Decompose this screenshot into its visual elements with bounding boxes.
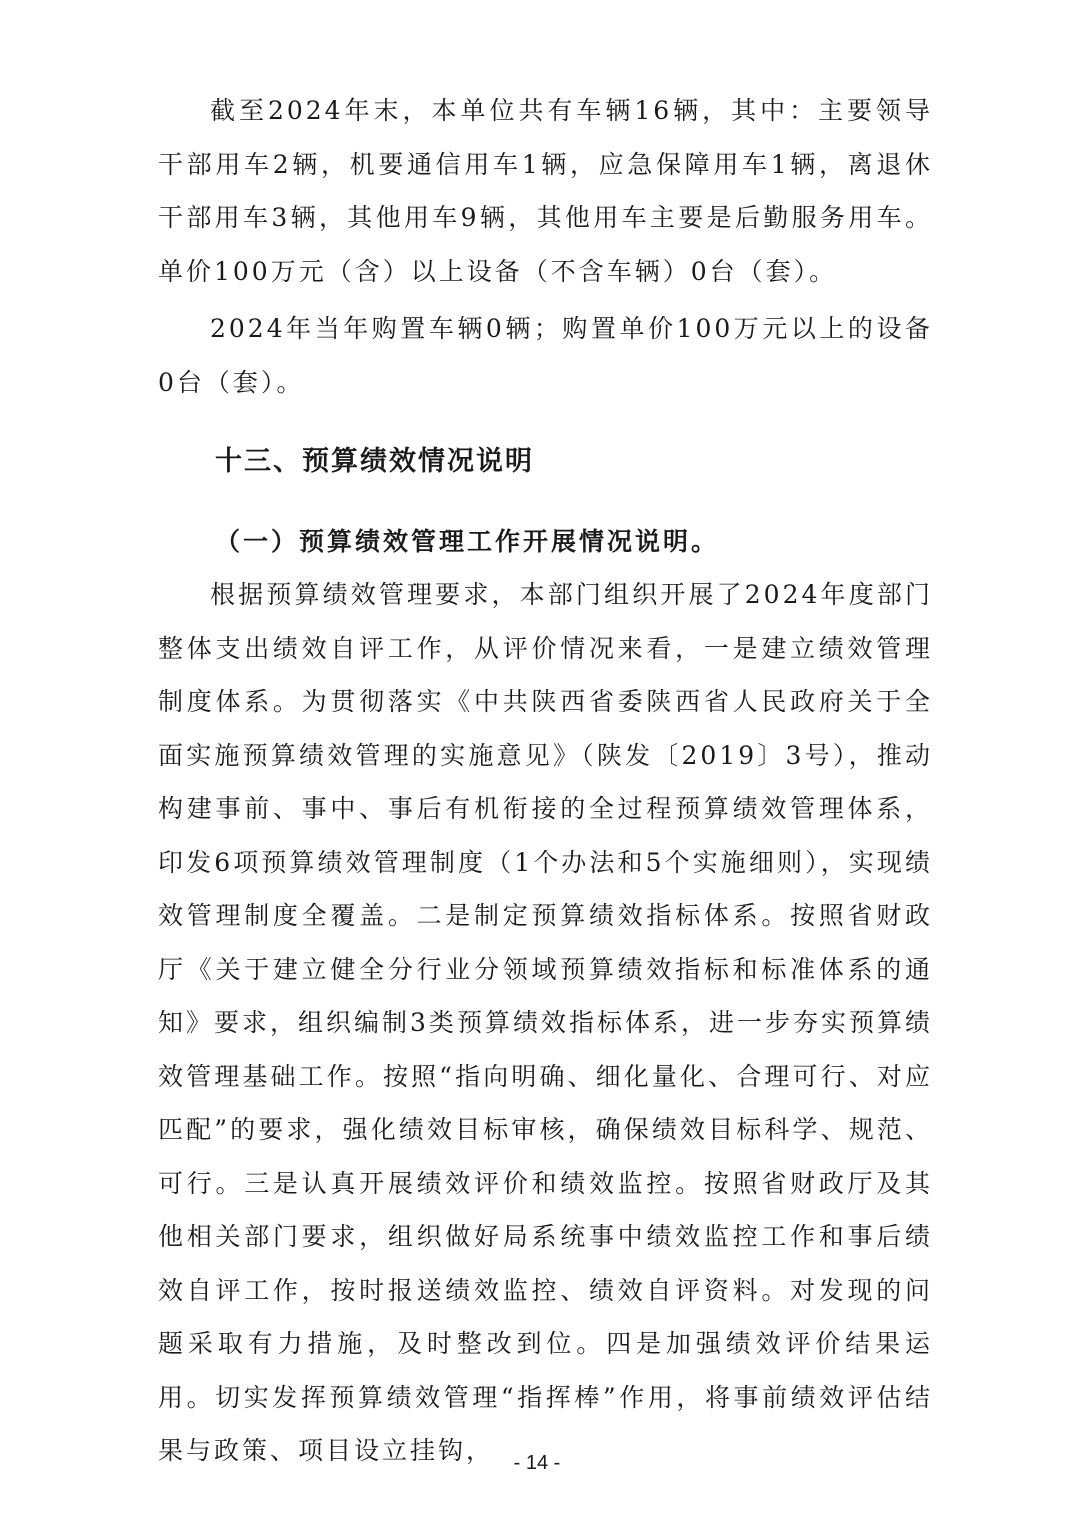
page-number: - 14 - bbox=[513, 1452, 561, 1474]
performance-paragraph: 根据预算绩效管理要求，本部门组织开展了2024年度部门整体支出绩效自评工作，从评价情况来看，一是建立绩效管理制度体系。为贯彻落实《中共陕西省委陕西省人民政府关于全面实施预算绩效管理的实施意见》（陕发〔2019〕3号），推动构建事前、事中、事后有机衔接的全过程预算绩效管理体系，印发6项预算绩效管理制度（1个办法和5个实施细则），实现绩效管理制度全覆盖。二是制定预算绩效指标体系。按照省财政厅《关于建立健全分行业分领域预算绩效指标和标准体系的通知》要求，组织编制3类预算绩效指标体系，进一步夯实预算绩效管理基础工作。按照“指向明确、细化量化、合理可行、对应匹配”的要求，强化绩效目标审核，确保绩效目标科学、规范、可行。三是认真开展绩效评价和绩效监控。按照省财政厅及其他相关部门要求，组织做好局系统事中绩效监控工作和事后绩效自评工作，按时报送绩效监控、绩效自评资料。对发现的问题采取有力措施，及时整改到位。四是加强绩效评价结果运用。切实发挥预算绩效管理“指挥棒”作用，将事前绩效评估结果与政策、项目设立挂钩， bbox=[158, 580, 933, 1465]
subsection-heading: （一）预算绩效管理工作开展情况说明。 bbox=[215, 527, 720, 556]
vehicles-paragraph: 截至2024年末，本单位共有车辆16辆，其中：主要领导干部用车2辆，机要通信用车1辆，应急保障用车1辆，离退休干部用车3辆，其他用车9辆，其他用车主要是后勤服务用车。单价100万元（含）以上设备（不含车辆）0台（套）。 bbox=[158, 96, 933, 286]
section-heading: 十三、预算绩效情况说明 bbox=[215, 446, 534, 477]
purchases-paragraph: 2024年当年购置车辆0辆；购置单价100万元以上的设备0台（套）。 bbox=[158, 314, 933, 397]
